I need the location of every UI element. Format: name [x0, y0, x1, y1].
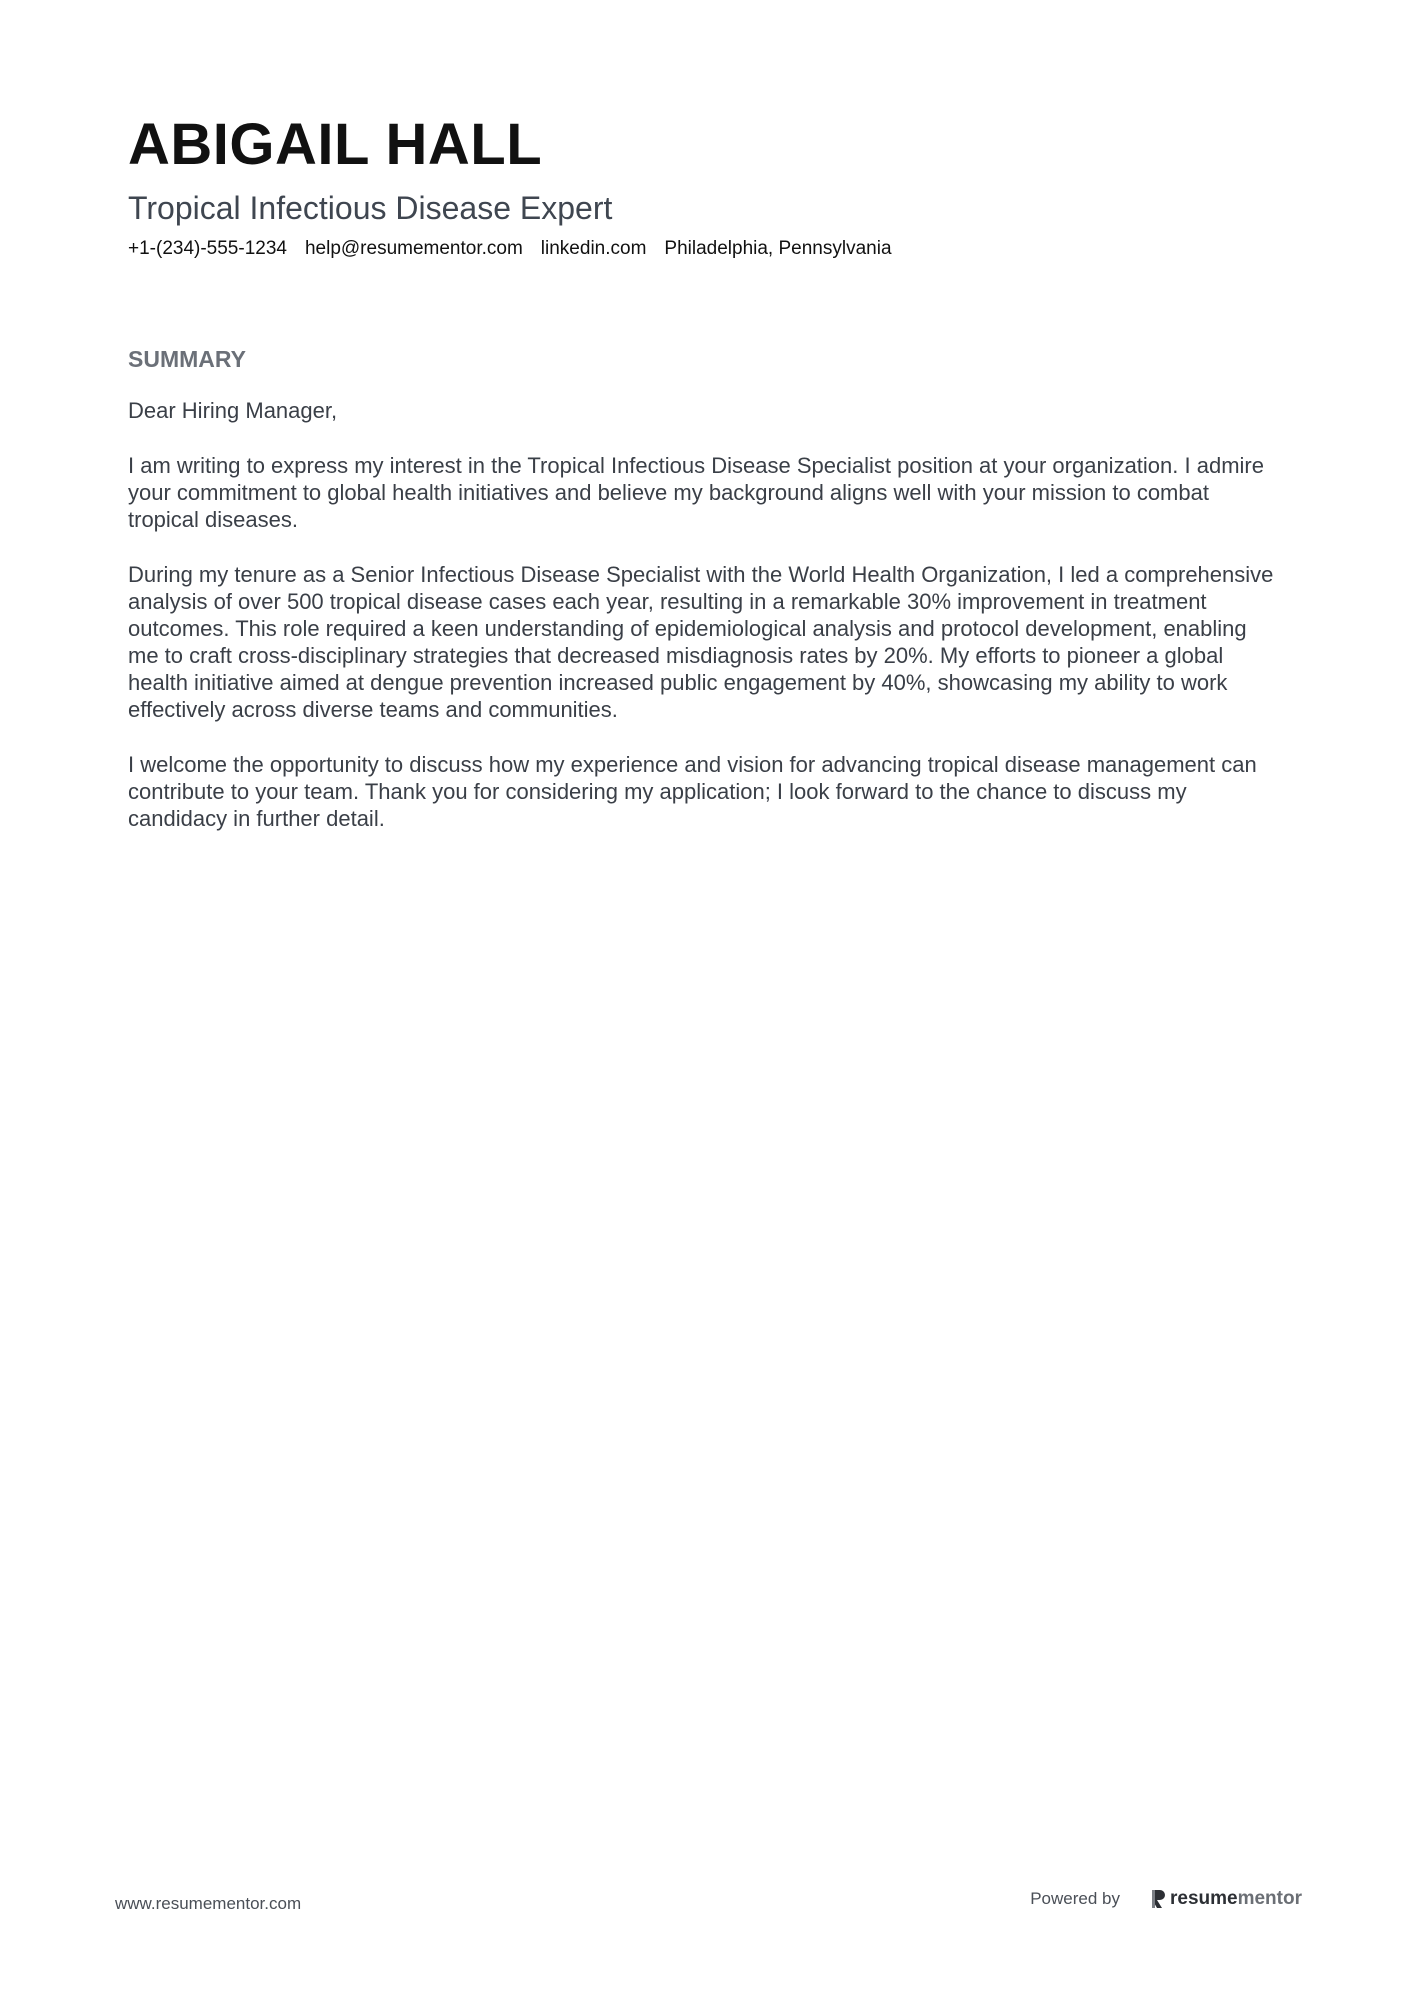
contact-line: [128, 236, 1278, 262]
contact-linkedin[interactable]: linkedin.com: [540, 238, 647, 259]
brand-name-strong: resume: [1169, 1888, 1238, 1909]
summary-section: [128, 345, 1278, 860]
job-title: Tropical Infectious Disease Expert: [128, 190, 613, 226]
summary-heading: SUMMARY: [128, 346, 246, 372]
contact-location: Philadelphia, Pennsylvania: [664, 238, 892, 259]
footer-branding: [1030, 1888, 1302, 1910]
powered-by-label: Powered by: [1030, 1889, 1120, 1908]
contact-phone: +1-(234)-555-1234: [128, 238, 287, 259]
header: [128, 112, 1278, 262]
footer-website[interactable]: www.resumementor.com: [115, 1894, 302, 1913]
paragraph-experience: During my tenure as a Senior Infectious Disease Specialist with the World Health Organization, I led a comprehensive analysis of over 500 tropical disease cases each year, resulting in a remarkable 30% improvement in treatment outcomes. This role required a keen understanding of epidemiological analysis and protocol development, enabling me to craft cross-disciplinary strategies that decreased misdiagnosis rates by 20%. My efforts to pioneer a global health initiative aimed at dengue prevention increased public engagement by 40%, showcasing my ability to work effectively across diverse teams and communities.: [128, 562, 1274, 722]
brand-name-light: mentor: [1237, 1888, 1302, 1909]
brand-logo[interactable]: [1150, 1888, 1302, 1910]
contact-email[interactable]: help@resumementor.com: [304, 238, 523, 259]
paragraph-closing: I welcome the opportunity to discuss how my experience and vision for advancing tropical disease management can contribute to your team. Thank you for considering my application; I look forward to the chance to discuss my candidacy in further detail.: [128, 752, 1257, 831]
greeting: Dear Hiring Manager,: [128, 398, 338, 423]
paragraph-intro: I am writing to express my interest in the Tropical Infectious Disease Specialist position at your organization. I admire your commitment to global health initiatives and believe my background aligns well with your mission to combat tropical diseases.: [128, 453, 1264, 532]
resumementor-logo-icon: [1150, 1889, 1166, 1909]
candidate-name: ABIGAIL HALL: [128, 112, 543, 177]
